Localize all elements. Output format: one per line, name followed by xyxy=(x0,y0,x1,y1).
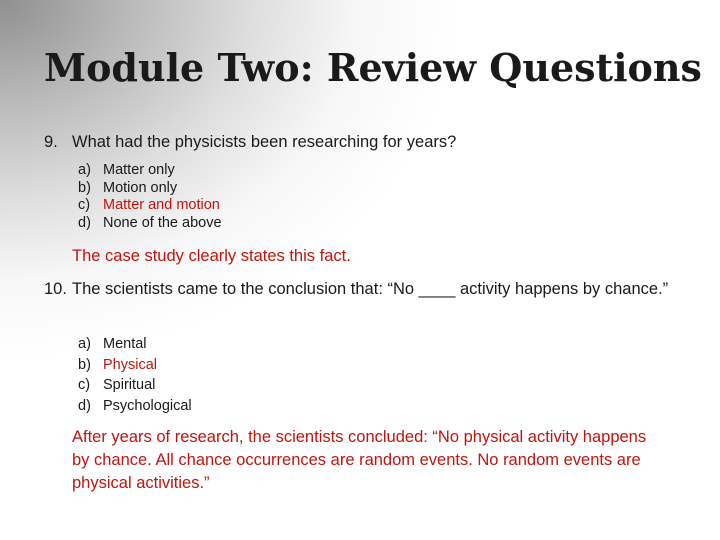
option-text: Matter only xyxy=(103,162,175,178)
option-text: Psychological xyxy=(103,397,192,414)
question-text: What had the physicists been researching for years? xyxy=(72,133,457,151)
option-text: None of the above xyxy=(103,214,222,231)
option-text: Mental xyxy=(103,336,147,352)
question-9-options xyxy=(78,162,478,232)
option-letter: d) xyxy=(78,214,91,231)
slide-title: Module Two: Review Questions xyxy=(44,45,702,90)
option-letter: c) xyxy=(78,197,91,213)
question-9-answer: The case study clearly states this fact. xyxy=(72,247,351,265)
option-letter: b) xyxy=(78,179,91,196)
option-item xyxy=(78,215,478,233)
question-number: 10. xyxy=(44,280,67,298)
option-item xyxy=(78,162,478,180)
option-letter: d) xyxy=(78,397,91,414)
question-10-options xyxy=(78,334,478,416)
option-item xyxy=(78,375,478,396)
question-10 xyxy=(44,278,674,301)
option-letter: a) xyxy=(78,162,91,178)
option-text: Spiritual xyxy=(103,377,156,393)
option-item xyxy=(78,334,478,355)
option-letter: c) xyxy=(78,377,91,393)
option-item xyxy=(78,180,478,198)
option-item-correct xyxy=(78,355,478,376)
question-text: The scientists came to the conclusion that: “No ____ activity happens by chance.” xyxy=(72,280,669,298)
option-letter: a) xyxy=(78,336,91,352)
option-letter: b) xyxy=(78,356,91,373)
question-10-answer: After years of research, the scientists concluded: “No physical activity happens by chance. All chance occurrences are random events. No random events are physical activities.” xyxy=(72,428,647,492)
option-item xyxy=(78,396,478,417)
option-text: Motion only xyxy=(103,179,178,196)
question-9 xyxy=(44,131,684,154)
option-text: Matter and motion xyxy=(103,197,220,213)
option-text: Physical xyxy=(103,356,157,373)
question-number: 9. xyxy=(44,133,58,151)
option-item-correct xyxy=(78,197,478,215)
